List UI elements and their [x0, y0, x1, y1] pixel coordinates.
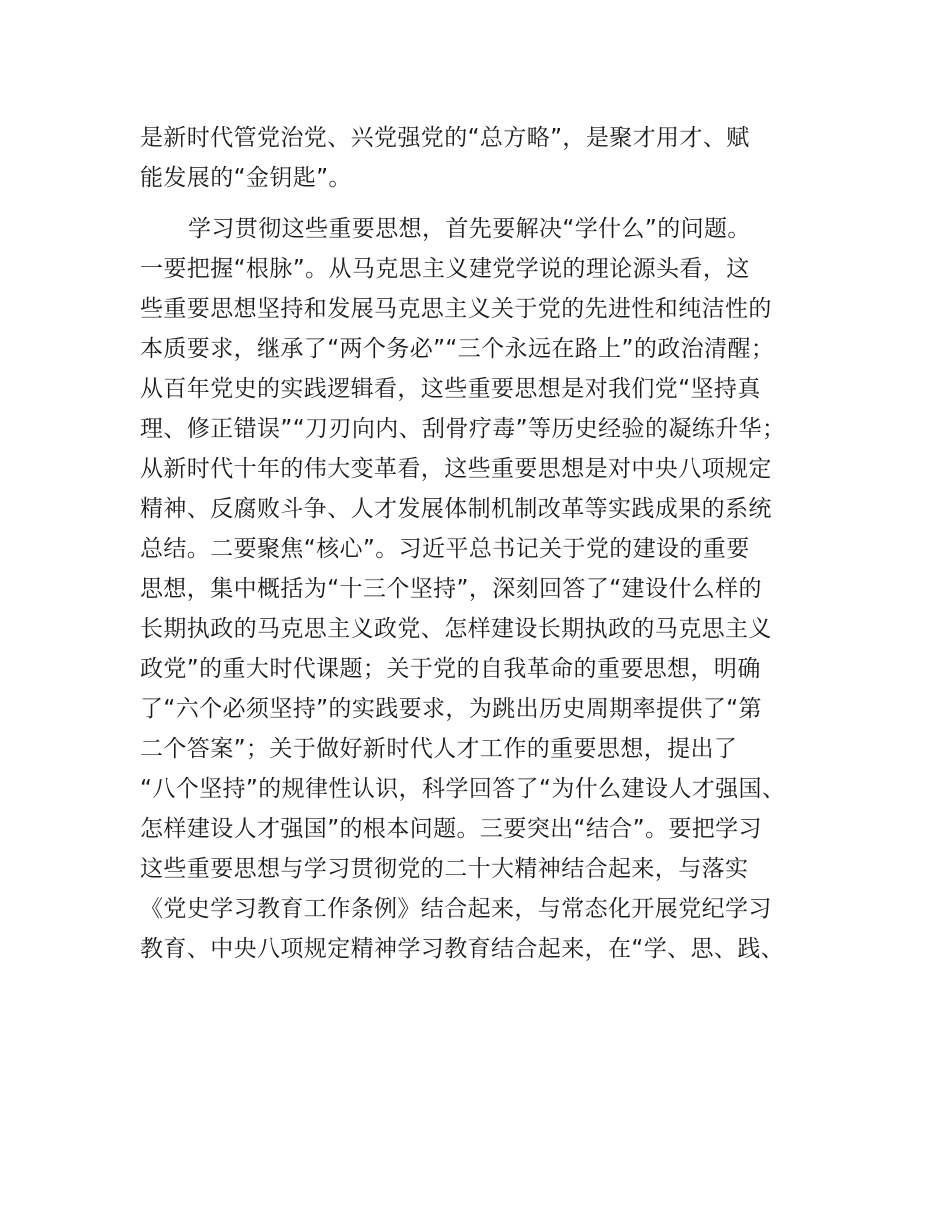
text-line: 一要把握“根脉”。从马克思主义建党学说的理论源头看，这	[140, 256, 750, 282]
text-line: 本质要求，继承了“两个务必”“三个永远在路上”的政治清醒；	[140, 336, 775, 362]
text-line: 这些重要思想与学习贯彻党的二十大精神结合起来，与落实	[140, 856, 749, 882]
text-line-indented: 学习贯彻这些重要思想，首先要解决“学什么”的问题。	[188, 216, 751, 242]
text-line: 了“六个必须坚持”的实践要求，为跳出历史周期率提供了“第	[140, 696, 762, 722]
text-line: 怎样建设人才强国”的根本问题。三要突出“结合”。要把学习	[140, 816, 762, 842]
text-line: 二个答案”；关于做好新时代人才工作的重要思想，提出了	[140, 736, 738, 762]
text-line: 是新时代管党治党、兴党强党的“总方略”，是聚才用才、赋	[140, 125, 750, 151]
paragraph-spacer	[140, 198, 840, 209]
text-line: 理、修正错误”“刀刃向内、刮骨疗毒”等历史经验的凝练升华；	[140, 416, 786, 442]
text-line: 《党史学习教育工作条例》结合起来，与常态化开展党纪学习	[140, 896, 772, 922]
text-line: 精神、反腐败斗争、人才发展体制机制改革等实践成果的系统	[140, 496, 772, 522]
text-line: 政党”的重大时代课题；关于党的自我革命的重要思想，明确	[140, 656, 761, 682]
paragraph-2	[140, 209, 840, 969]
text-line: 能发展的“金钥匙”。	[140, 165, 352, 191]
body-text	[140, 118, 840, 969]
text-line: “八个坚持”的规律性认识，科学回答了“为什么建设人才强国、	[140, 776, 786, 802]
text-line: 些重要思想坚持和发展马克思主义关于党的先进性和纯洁性的	[140, 296, 772, 322]
text-line: 从百年党史的实践逻辑看，这些重要思想是对我们党“坚持真	[140, 376, 761, 402]
text-line: 教育、中央八项规定精神学习教育结合起来，在“学、思、践、	[140, 936, 785, 962]
text-line: 思想，集中概括为“十三个坚持”，深刻回答了“建设什么样的	[140, 576, 762, 602]
paragraph-1	[140, 118, 840, 198]
text-line: 总结。二要聚焦“核心”。习近平总书记关于党的建设的重要	[140, 536, 750, 562]
text-line: 从新时代十年的伟大变革看，这些重要思想是对中央八项规定	[140, 456, 772, 482]
text-line: 长期执政的马克思主义政党、怎样建设长期执政的马克思主义	[140, 616, 772, 642]
